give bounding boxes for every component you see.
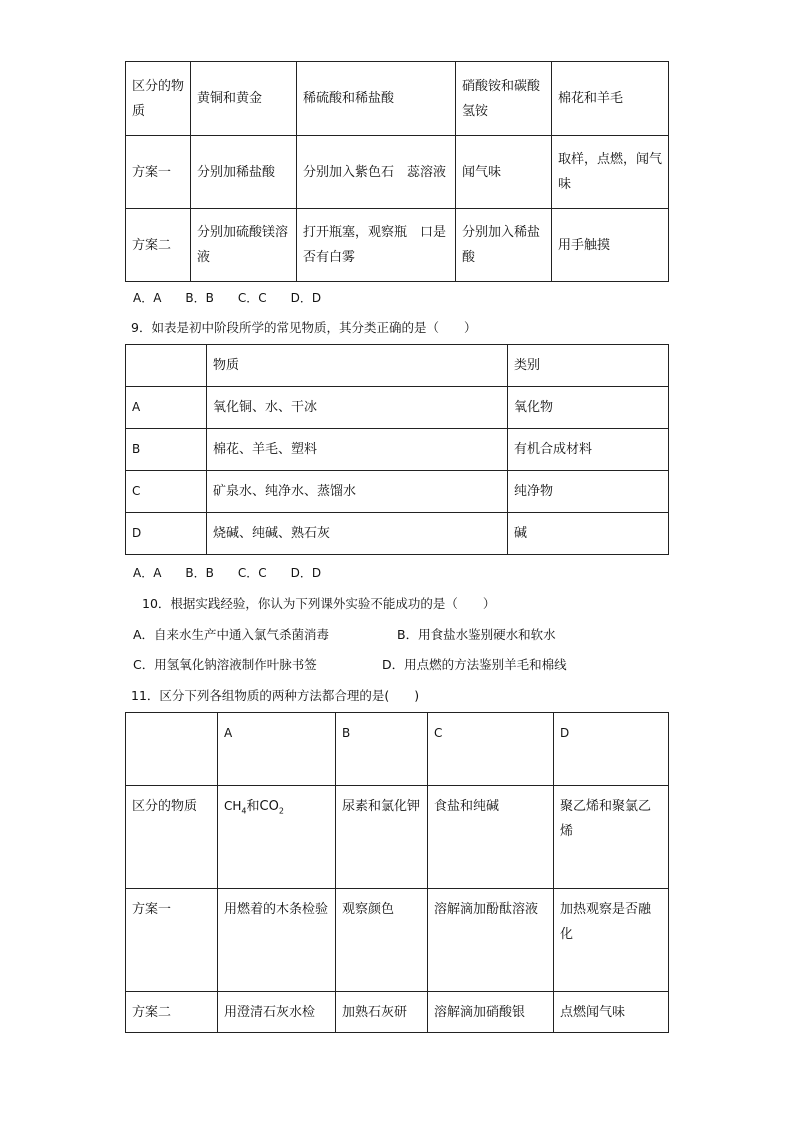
q8-options: A．A B．B C．C D．D (133, 291, 322, 305)
table-row (126, 387, 669, 429)
table-cell: 稀硫酸和稀盐酸 (297, 62, 456, 136)
q10-stem: 10．根据实践经验，你认为下列课外实验不能成功的是（ ） (142, 596, 496, 611)
q10-option-b: B．用食盐水鉴别硬水和软水 (397, 627, 556, 642)
table-cell: 类别 (508, 345, 669, 387)
table-cell: 点燃闻气味 (554, 992, 669, 1033)
table-cell: C (126, 471, 207, 513)
table-cell: 取样，点燃，闻气 味 (552, 136, 669, 209)
table-cell: D (554, 713, 669, 786)
table-cell: 观察颜色 (336, 889, 428, 992)
q11-table (125, 712, 669, 1033)
table-cell: D (126, 513, 207, 555)
table-cell: 分别加硫酸镁溶液 (191, 209, 297, 282)
q9-table (125, 344, 669, 555)
table-row (126, 136, 669, 209)
table-cell: 矿泉水、纯净水、蒸馏水 (207, 471, 508, 513)
table-cell: 用手触摸 (552, 209, 669, 282)
table-row (126, 513, 669, 555)
table-cell: 氧化物 (508, 387, 669, 429)
table-cell: 尿素和氯化钾 (336, 786, 428, 889)
table-cell: 溶解滴加酚酞溶液 (428, 889, 554, 992)
q9-options: A．A B．B C．C D．D (133, 566, 322, 580)
table-cell: A (218, 713, 336, 786)
table-cell: 方案二 (126, 992, 218, 1033)
table-cell: 溶解滴加硝酸银 (428, 992, 554, 1033)
q10-option-c: C．用氢氧化钠溶液制作叶脉书签 (133, 657, 317, 672)
table-cell: C (428, 713, 554, 786)
table-row (126, 62, 669, 136)
table-cell: 分别加稀盐酸 (191, 136, 297, 209)
table-cell: 打开瓶塞，观察瓶 口是否有白雾 (297, 209, 456, 282)
table-cell: 黄铜和黄金 (191, 62, 297, 136)
q8-table (125, 61, 676, 282)
table-cell: 氧化铜、水、干冰 (207, 387, 508, 429)
table-cell: 加热观察是否融化 (554, 889, 669, 992)
table-cell: 分别加入稀盐酸 (456, 209, 552, 282)
table-cell: 食盐和纯碱 (428, 786, 554, 889)
table-row (126, 471, 669, 513)
q10-option-a: A．自来水生产中通入氯气杀菌消毒 (133, 627, 330, 642)
table-cell: 用燃着的木条检验 (218, 889, 336, 992)
table-cell: 棉花、羊毛、塑料 (207, 429, 508, 471)
table-cell (218, 786, 336, 889)
and-co2: 和CO (246, 799, 279, 814)
table-cell: 方案一 (126, 136, 191, 209)
table-cell (126, 713, 218, 786)
table-cell: 物质 (207, 345, 508, 387)
table-cell: 方案二 (126, 209, 191, 282)
q11-stem: 11．区分下列各组物质的两种方法都合理的是( ) (131, 688, 420, 703)
table-cell: 棉花和羊毛 (552, 62, 669, 136)
table-cell: 碱 (508, 513, 669, 555)
table-cell (126, 345, 207, 387)
table-row (126, 345, 669, 387)
q10-option-d: D．用点燃的方法鉴别羊毛和棉线 (382, 657, 567, 672)
table-row (126, 713, 669, 786)
table-cell: 纯净物 (508, 471, 669, 513)
table-cell: 用澄清石灰水检 (218, 992, 336, 1033)
table-row (126, 209, 669, 282)
table-cell: 硝酸铵和碳酸氢铵 (456, 62, 552, 136)
table-row (126, 889, 669, 992)
table-row (126, 429, 669, 471)
table-cell: 加熟石灰研 (336, 992, 428, 1033)
table-cell: 区分的物质 (126, 786, 218, 889)
table-cell: B (336, 713, 428, 786)
table-cell: 区分的物质 (126, 62, 191, 136)
table-cell: 有机合成材料 (508, 429, 669, 471)
table-cell: 方案一 (126, 889, 218, 992)
ch4-formula: CH (224, 799, 242, 813)
table-cell: 烧碱、纯碱、熟石灰 (207, 513, 508, 555)
q9-stem: 9．如表是初中阶段所学的常见物质，其分类正确的是（ ） (131, 320, 477, 335)
table-row (126, 992, 669, 1033)
table-cell: 闻气味 (456, 136, 552, 209)
subscript: 4 (241, 806, 247, 816)
table-cell: A (126, 387, 207, 429)
table-cell: B (126, 429, 207, 471)
subscript: 2 (278, 806, 284, 816)
table-row (126, 786, 669, 889)
table-cell: 分别加入紫色石 蕊溶液 (297, 136, 456, 209)
table-cell: 聚乙烯和聚氯乙烯 (554, 786, 669, 889)
